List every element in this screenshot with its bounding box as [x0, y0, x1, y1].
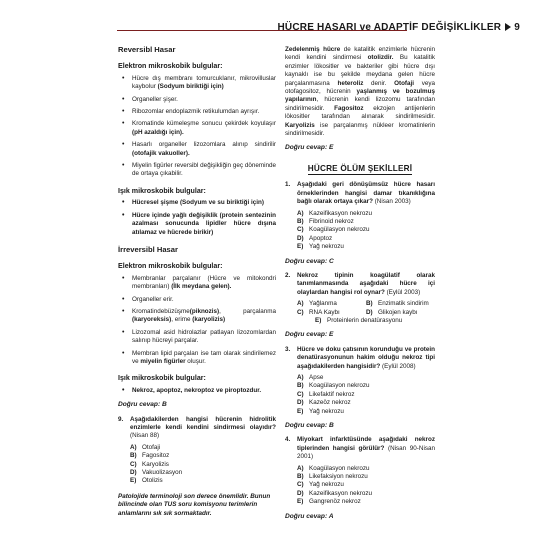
- question-1: [285, 181, 435, 251]
- page-header: [0, 10, 550, 32]
- em-list-2: [118, 275, 276, 367]
- right-column: [285, 34, 435, 527]
- option-text: Kazeifikasyon nekrozu: [309, 489, 373, 497]
- option-key: E): [130, 477, 137, 485]
- item-text: , parçalanma: [219, 307, 276, 315]
- question-text-wrap: [297, 346, 435, 371]
- question-text: Nekroz tipinin koagülatif olarak tanımlanmasında aşağıdaki hücre içi olaylardan hangisi rol oynar?: [297, 271, 435, 296]
- answer-line: Doğru cevap: A: [285, 512, 334, 520]
- para-bold: Fagositoz: [334, 104, 364, 112]
- option-text: Enzimatik sindirim: [378, 300, 429, 308]
- item-bold: (İlk meydana gelen).: [171, 283, 232, 291]
- option-key: E): [297, 243, 304, 251]
- lm-heading-1: Işık mikroskobik bulgular:: [118, 186, 206, 195]
- list-item: [118, 96, 276, 104]
- option: [297, 226, 435, 234]
- option-text: Yağ nekrozu: [309, 407, 344, 415]
- question-number: 1.: [285, 181, 291, 189]
- option: [130, 477, 276, 485]
- question-4: [285, 436, 435, 506]
- item-bold: (Sodyum biriktiği için): [157, 83, 224, 91]
- question-number: 4.: [285, 436, 291, 444]
- option: [297, 391, 435, 399]
- list-item: [118, 350, 276, 367]
- option-key: A): [297, 300, 304, 308]
- question-9: [118, 416, 276, 486]
- para-bold: yaşlanmış ve bozulmuş yapılarının: [285, 88, 436, 104]
- item-text: Membranlar parçalanır (Hücre ve mitokondri membranları): [132, 274, 276, 291]
- option-key: E): [315, 316, 322, 324]
- list-item: [118, 296, 276, 304]
- option-text: Karyolizis: [142, 460, 169, 468]
- option: [297, 408, 435, 416]
- option-key: D): [297, 399, 304, 407]
- option: [297, 490, 435, 498]
- list-item: [118, 108, 276, 116]
- answer-line: Doğru cevap: B: [118, 401, 167, 409]
- option: [297, 309, 366, 317]
- item-text: Organeller şişer.: [132, 95, 178, 103]
- option-key: E): [297, 407, 304, 415]
- section-title-text: HÜCRE ÖLÜM ŞEKİLLERİ: [307, 163, 413, 173]
- option-text: Yağ nekrozu: [309, 243, 344, 251]
- option-key: A): [297, 209, 304, 217]
- item-text: Lizozomal asid hidrolazlar patlayan lizozomlardan salınıp hücreyi parçalar.: [132, 328, 276, 345]
- option-text: Otolizis: [142, 477, 163, 485]
- em-heading-1: Elektron mikroskobik bulgular:: [118, 62, 223, 71]
- option-key: C): [297, 308, 304, 316]
- header-title-wrap: [278, 22, 520, 33]
- page-number: 9: [514, 22, 520, 33]
- intro-paragraph: [285, 46, 435, 138]
- option-text: Kazeöz nekroz: [309, 399, 351, 407]
- para-text: , hücrenin kendi lizozomu tarafından sindirilmesidir.: [285, 96, 435, 112]
- item-bold: (otofajik vakuoller).: [132, 149, 190, 157]
- option: [297, 235, 435, 243]
- lm-heading-2: Işık mikroskobik bulgular:: [118, 374, 206, 383]
- list-item: • Hücresel şişme (Sodyum ve su biriktiği için): [118, 199, 276, 207]
- list-item: [118, 75, 276, 92]
- item-text: Ribozomlar endoplazmik retikulumdan ayrışır.: [132, 108, 260, 116]
- question-text: Aşağıdaki geri dönüşümsüz hücre hasarı örneklerinden hangisi damar tıkanıklığına bağlı olarak ortaya çıkar?: [297, 181, 435, 206]
- option: [297, 465, 435, 473]
- option-key: D): [366, 308, 373, 316]
- option-text: Otofaji: [142, 443, 161, 451]
- section-title-reversible: Reversibl Hasar: [118, 45, 176, 54]
- question-text-wrap: [297, 181, 435, 206]
- option-key: A): [297, 374, 304, 381]
- section-title-irreversible: İrreversibl Hasar: [118, 244, 178, 254]
- option: [366, 309, 435, 317]
- option-text: Fagositoz: [142, 452, 170, 460]
- option-text: Kazeifikasyon nekrozu: [309, 209, 373, 217]
- item-text: Organeller erir.: [132, 295, 174, 303]
- option: [297, 374, 435, 382]
- option-text: Koagülasyon nekrozu: [309, 226, 370, 234]
- left-column: [118, 34, 276, 518]
- question-stem: [118, 416, 276, 441]
- question-text: Miyokart infarktüsünde aşağıdaki nekroz tiplerinden hangisi görülür?: [297, 436, 435, 452]
- arrow-right-icon: [505, 23, 511, 31]
- option-text: Yağ nekrozu: [309, 481, 344, 489]
- para-bold: Zedelenmiş hücre: [285, 46, 341, 53]
- option: [130, 469, 276, 477]
- option-text: Apoptoz: [309, 234, 333, 242]
- option-text: Proteinlerin denatürasyonu: [327, 316, 403, 324]
- option: [366, 300, 435, 308]
- question-text-wrap: [297, 272, 435, 297]
- answer-line: Doğru cevap: C: [285, 257, 334, 265]
- answer-line: Doğru cevap: B: [285, 422, 334, 430]
- option-key: B): [366, 300, 373, 308]
- option-text: Apse: [309, 374, 324, 381]
- item-text: Kromatinde kümeleşme sonucu çekirdek koyulaşır: [132, 120, 276, 128]
- option-key: B): [297, 217, 304, 225]
- option: [130, 452, 276, 460]
- item-text: Hücre dış membranı tomurcuklanır, mikrovilluslar kaybolur: [132, 74, 276, 91]
- question-source: (Nisan 90-Nisan 2001): [297, 444, 436, 461]
- question-number: 3.: [285, 345, 291, 353]
- question-source: (Nisan 88): [130, 432, 160, 440]
- list-item: [118, 141, 276, 158]
- para-text: ise parçalanmış nükleer kromatinlerin sindirilmesidir.: [285, 121, 435, 138]
- question-source: (Eylül 2003): [386, 288, 421, 296]
- option-key: D): [297, 234, 304, 242]
- list-item: • Nekroz, apoptoz, nekroptoz ve piroptozdur.: [118, 387, 276, 395]
- option-key: A): [297, 464, 304, 472]
- option-key: C): [297, 481, 304, 489]
- em-list-1: [118, 75, 276, 179]
- para-bold: heteroliz: [337, 79, 364, 87]
- option: [297, 300, 366, 308]
- para-text: ekzojen antijenlerin lökositler tarafından alınarak sindirilmesidir.: [285, 104, 435, 121]
- option-key: E): [297, 498, 304, 506]
- lm-list-1: [118, 199, 276, 237]
- option-key: B): [130, 452, 137, 460]
- question-text: Hücre ve doku çatısının korunduğu ve protein denatürasyonunun hakim olduğu nekroz tipi aşağıdakilerden hangisidir?: [297, 345, 435, 370]
- para-bold: otolizdir.: [367, 54, 394, 62]
- list-item: [118, 308, 276, 325]
- option-key: D): [130, 469, 137, 477]
- option-grid: [297, 300, 435, 317]
- option-text: Glikojen kaybı: [378, 308, 418, 316]
- question-stem: [285, 436, 435, 461]
- item-text: Miyelin figürler reversibl değişikliğin geç döneminde de ortaya çıkabilir.: [132, 162, 276, 178]
- option-key: D): [297, 489, 304, 497]
- option-list: [297, 210, 435, 252]
- item-bold: (piknozis): [189, 307, 220, 315]
- option: [297, 481, 435, 489]
- option: [130, 461, 276, 469]
- item-bold: (pH azaldığı için).: [132, 128, 184, 136]
- para-text: denir.: [363, 79, 395, 87]
- list-item: [118, 275, 276, 292]
- option: [297, 473, 435, 481]
- question-source: (Eylül 2008): [382, 362, 416, 370]
- option-key: B): [297, 473, 304, 481]
- option: [297, 382, 435, 390]
- option-list: [297, 374, 435, 416]
- option: [297, 498, 435, 506]
- para-text: de katalitik enzimlerle hücrenin kendi kendini sindirmesi: [285, 46, 435, 62]
- question-3: [285, 346, 435, 416]
- option: [297, 399, 435, 407]
- item-bold: miyelin figürler: [140, 357, 186, 365]
- option: [130, 444, 276, 452]
- option-text: Yağlanma: [309, 300, 337, 308]
- section-title-cell-death: [285, 165, 435, 173]
- list-item: [118, 162, 276, 179]
- question-stem: [285, 346, 435, 371]
- list-item: [118, 329, 276, 346]
- item-bold: (karyoreksis): [132, 316, 172, 324]
- option-text: Fibrinoid nekroz: [309, 217, 354, 225]
- option-key: C): [130, 460, 137, 468]
- terminology-note: Patolojide terminoloji son derece önemlidir. Bunun bilincinde olan TUS soru komisyonu terimlerin anlamlarını sık sık sormaktadır.: [118, 492, 271, 517]
- list-item: • Hücre içinde yağlı değişiklik (protein sentezinin azalması sonucunda lipidler hücre dışına atılamaz ve hücrede birikir): [118, 212, 276, 237]
- question-stem: [285, 272, 435, 297]
- option-list: [297, 465, 435, 507]
- question-text-wrap: [297, 436, 435, 461]
- item-bold: (karyolizis): [192, 316, 226, 324]
- option-key: B): [297, 382, 304, 390]
- para-text: Bu katalitik enzimler lökositler ve bakteriler gibi hücre dışı kaynaklı ise bu şekilde meydana gelen hücre parçalanmasına: [285, 54, 435, 87]
- option-key: A): [130, 443, 137, 451]
- option: [297, 210, 435, 218]
- question-stem: [285, 181, 435, 206]
- em-heading-2: Elektron mikroskobik bulgular:: [118, 262, 223, 271]
- question-number: 9.: [118, 415, 124, 423]
- option-text: RNA Kaybı: [309, 308, 340, 316]
- option: [297, 243, 435, 251]
- option-text: Koagülasyon nekrozu: [309, 382, 370, 390]
- para-text: veya otofagositoz, hücrenin: [285, 79, 435, 96]
- question-text: Aşağıdakilerden hangisi hücrenin hidrolitik enzimlerle kendi kendini sindirmesi olayıdır?: [130, 415, 276, 431]
- item-text: Hasarlı organeller lizozomlara alınıp sindirilir: [132, 141, 276, 149]
- option-text: Koagülasyon nekrozu: [309, 464, 370, 472]
- option-key: C): [297, 226, 304, 234]
- option: [297, 218, 435, 226]
- question-number: 2.: [285, 271, 291, 279]
- option-list: [130, 444, 276, 486]
- lm-list-2: [118, 387, 276, 395]
- question-2: [285, 272, 435, 325]
- header-title: HÜCRE HASARI ve ADAPTİF DEĞİŞİKLİKLER: [277, 22, 502, 33]
- list-item: [118, 120, 276, 137]
- para-bold: Otofaji: [394, 79, 415, 87]
- option-text: Likefaksiyon nekrozu: [309, 473, 368, 481]
- answer-line: Doğru cevap: E: [285, 144, 334, 152]
- item-text: , erime: [171, 316, 193, 324]
- question-source: (Nisan 2003): [374, 198, 411, 206]
- question-text-wrap: [130, 416, 276, 441]
- option: [315, 317, 435, 325]
- option-text: Vakuolizasyon: [142, 469, 183, 477]
- option-text: Gangrenöz nekroz: [309, 498, 361, 506]
- option-key: C): [297, 390, 304, 398]
- option-text: Likefaktif nekroz: [309, 390, 355, 398]
- answer-line: Doğru cevap: E: [285, 331, 334, 339]
- item-text: oluşur.: [185, 357, 206, 365]
- item-text: Membran lipid parçaları ise tam olarak sindirilemez ve: [132, 349, 276, 365]
- para-bold: Karyolizis: [285, 121, 315, 129]
- item-text: Kromatindebüzüşme: [132, 307, 190, 315]
